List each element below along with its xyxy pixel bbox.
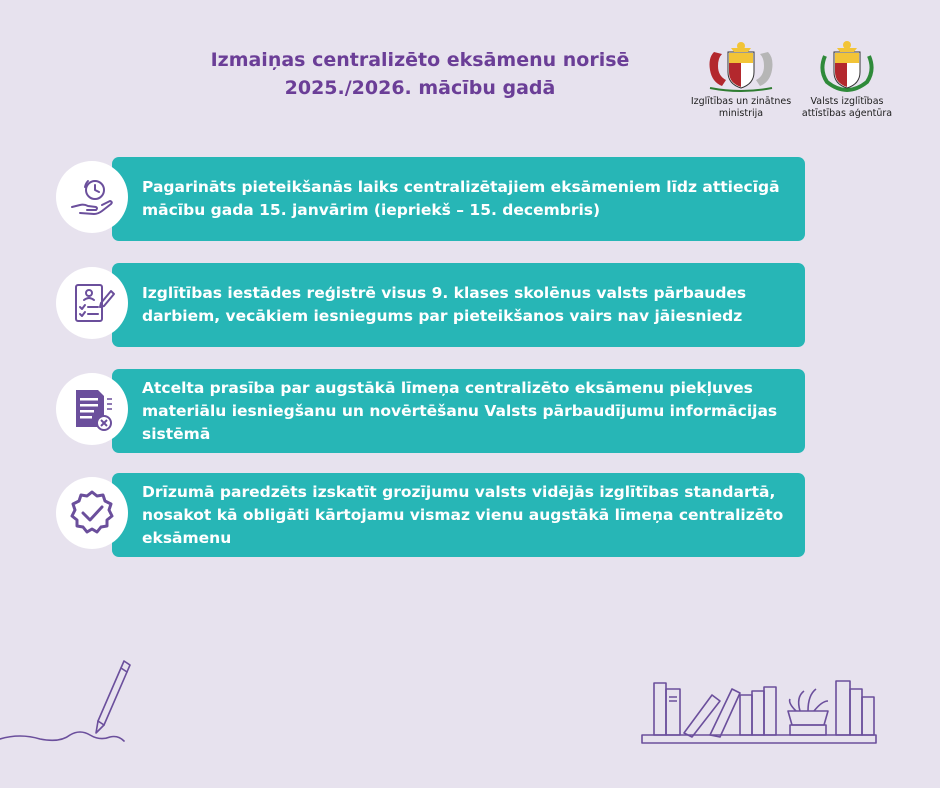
title-line-2: 2025./2026. mācību gadā: [284, 77, 556, 99]
info-card-1: [112, 157, 805, 241]
agency-name-line-1: Valsts izglītības: [810, 96, 884, 107]
hand-clock-icon: [56, 161, 128, 233]
info-card-2-text: Izglītības iestādes reģistrē visus 9. klases skolēnus valsts pārbaudes darbiem, vecākiem iesniegums par pieteikšanos vairs nav jāiesniedz: [142, 284, 747, 325]
info-card-4: [112, 473, 805, 557]
title-line-1: Izmaiņas centralizēto eksāmenu norisē: [210, 49, 630, 71]
coat-of-arms-icon: [817, 36, 877, 92]
coat-of-arms-icon: [700, 36, 782, 92]
document-cancel-icon: [56, 373, 128, 445]
ministry-name-line-2: ministrija: [718, 107, 764, 119]
ministry-name-line-1: Izglītības un zinātnes: [690, 96, 792, 107]
page-title: [210, 46, 630, 102]
pen-icon: [0, 655, 140, 750]
info-card-2: [112, 263, 805, 347]
agency-logo: [800, 36, 894, 119]
info-card-1-text: Pagarināts pieteikšanās laiks centralizētajiem eksāmeniem līdz attiecīgā mācību gada 15. janvārim (iepriekš – 15. decembris): [142, 178, 780, 219]
ministry-logo: [686, 36, 796, 119]
info-card-3-text: Atcelta prasība par augstākā līmeņa centralizēto eksāmenu piekļuves materiālu iesniegšanu un novērtēšanu Valsts pārbaudījumu informācijas sistēmā: [142, 378, 778, 443]
badge-check-icon: [56, 477, 128, 549]
agency-name-line-2: attīstības aģentūra: [801, 107, 893, 119]
checklist-clipboard-icon: [56, 267, 128, 339]
info-card-4-text: Drīzumā paredzēts izskatīt grozījumu valsts vidējās izglītības standartā, nosakot kā obligāti kārtojamu vismaz vienu augstākā līmeņa centralizēto eksāmenu: [142, 482, 784, 547]
info-card-3: [112, 369, 805, 453]
bookshelf-icon: [640, 675, 880, 747]
